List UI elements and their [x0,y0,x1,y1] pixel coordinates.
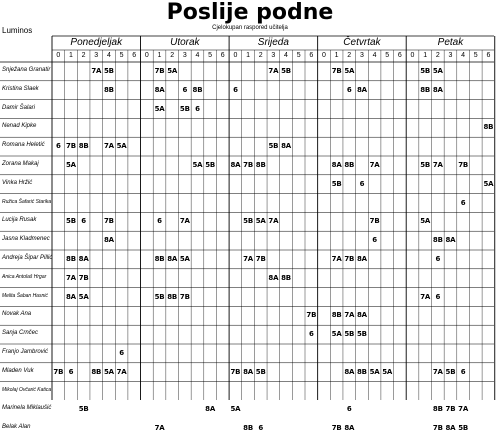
class-cell: 6 [119,349,124,357]
class-cell: 8B [281,273,291,282]
class-cell: 7A [91,67,102,75]
period-header: 4 [195,52,200,59]
class-cell: 6 [233,85,238,94]
period-header: 1 [246,52,251,59]
class-cell: 6 [435,292,441,301]
class-cell: 5B [78,405,89,414]
class-cell: 8B [104,85,114,94]
period-header: 3 [448,52,453,59]
teacher-name: Vinka Hržić [2,179,33,186]
period-header: 0 [322,52,326,59]
class-cell: 8A [356,255,367,263]
class-cell: 5B [281,67,291,75]
class-cell: 8B [432,405,443,414]
class-cell: 7A [243,255,254,263]
period-header: 3 [182,52,187,59]
class-cell: 5B [420,67,431,75]
teacher-name: Ružica Šafarić Starika [2,198,52,205]
class-cell: 8B [344,161,355,169]
period-header: 3 [271,52,276,59]
class-cell: 5B [268,142,279,151]
class-cell: 6 [157,217,162,226]
class-cell: 6 [460,198,466,207]
class-cell: 7B [306,311,317,320]
class-cell: 8A [331,161,342,169]
class-cell: 5A [420,217,431,226]
class-cell: 7A [432,367,443,376]
class-cell: 8A [432,85,443,94]
period-header: 4 [284,52,288,59]
teacher-name: Nenad Kipke [2,123,37,130]
period-header: 2 [347,52,352,59]
class-cell: 7B [331,67,342,75]
class-cell: 7B [154,67,165,75]
class-cell: 8B [154,255,165,263]
class-cell: 6 [55,142,61,151]
teacher-name: Snježana Granatir [2,67,51,73]
class-cell: 6 [308,330,314,339]
class-cell: 7A [103,142,114,151]
class-cell: 8A [281,142,291,151]
class-cell: 5A [167,67,178,75]
period-header: 0 [233,52,238,59]
class-cell: 7A [344,311,355,320]
class-cell: 7A [116,367,127,376]
class-cell: 5B [179,104,190,113]
period-header: 5 [473,52,478,59]
class-cell: 8B [331,311,342,320]
teacher-name: Mladen Vuk [2,367,34,374]
teacher-name: Damir Šalari [2,104,36,111]
class-cell: 7B [66,142,76,151]
class-cell: 7A [268,217,279,226]
teacher-name: Melita Šaban Hasnić [2,292,48,299]
period-header: 6 [220,52,225,59]
class-cell: 8B [192,85,203,94]
teacher-name: Andreja Šipar Pillić [2,255,53,261]
class-cell: 5B [66,217,76,226]
teacher-name: Zorana Makaj [2,161,39,167]
class-cell: 5A [154,104,165,113]
period-header: 2 [258,52,263,59]
period-header: 0 [144,52,149,59]
class-cell: 8A [356,311,367,320]
class-cell: 5B [445,367,456,376]
period-header: 4 [372,52,377,59]
class-cell: 7B [179,292,190,301]
class-cell: 5A [78,292,89,301]
teacher-name: Romana Heletić [2,142,45,149]
class-cell: 7A [179,217,190,226]
class-cell: 8B [255,161,266,169]
period-header: 5 [208,52,213,59]
teacher-name: Novak Ana [2,311,32,318]
period-header: 3 [359,52,364,59]
class-cell: 5B [255,367,266,376]
class-cell: 8A [445,424,456,433]
period-header: 0 [56,52,61,59]
class-cell: 7A [66,273,76,282]
class-cell: 8A [230,161,241,169]
class-cell: 6 [460,367,466,376]
class-cell: 5B [331,179,342,188]
teacher-name: Kristina Slaek [2,85,39,92]
class-cell: 8B [66,255,76,263]
class-cell: 7A [369,161,380,169]
class-cell: 7A [420,292,431,301]
class-cell: 7B [432,424,443,433]
class-cell: 5A [382,367,393,376]
class-cell: 6 [81,217,86,226]
teacher-name: Jasna Kladmenec [2,236,50,243]
period-header: 6 [397,52,402,59]
class-cell: 7B [230,367,241,376]
class-cell: 6 [359,179,365,188]
class-cell: 5B [420,161,431,169]
class-cell: 7A [154,424,165,433]
period-header: 1 [334,52,339,59]
class-cell: 8B [167,292,178,301]
class-cell: 5A [103,367,114,376]
period-header: 6 [309,52,314,59]
day-header: Ponedjeljak [70,37,123,48]
class-cell: 5A [66,161,76,169]
class-cell: 8A [78,255,89,263]
class-cell: 5B [154,292,165,301]
class-cell: 6 [195,104,200,113]
teacher-name: Lucija Rusak [2,217,37,224]
period-header: 6 [486,52,491,59]
period-header: 6 [132,52,137,59]
class-cell: 7B [255,255,266,263]
period-header: 3 [94,52,99,59]
class-cell: 8A [103,236,114,245]
period-header: 2 [81,52,86,59]
class-cell: 8A [167,255,178,263]
page-title: Poslije podne [166,0,334,25]
class-cell: 5A [432,67,443,75]
class-cell: 6 [258,424,264,433]
class-cell: 8A [205,405,216,414]
period-header: 5 [119,52,124,59]
class-cell: 5A [369,367,380,376]
class-cell: 7B [369,217,380,226]
class-cell: 5A [255,217,266,226]
day-header: Petak [437,37,464,48]
class-cell: 7A [432,161,443,169]
class-cell: 8B [483,123,494,132]
day-header: Četvrtak [343,37,381,48]
period-header: 0 [410,52,415,59]
class-cell: 7A [268,67,279,75]
period-header: 4 [461,52,466,59]
class-cell: 8B [357,367,367,376]
class-cell: 5A [331,330,342,339]
class-cell: 8B [78,142,89,151]
class-cell: 5B [357,330,367,339]
class-cell: 5A [179,255,190,263]
day-header: Srijeda [257,37,289,48]
period-header: 1 [423,52,428,59]
teacher-name: Belak Alan [2,424,31,431]
class-cell: 7B [78,273,89,282]
class-cell: 7B [53,367,64,376]
class-cell: 6 [372,236,377,245]
class-cell: 7B [104,217,114,226]
teacher-name: Franjo Jambrović [2,349,49,355]
class-cell: 6 [346,85,352,94]
teacher-name: Anica Antolaš Hrgar [2,273,47,280]
class-cell: 5B [243,217,253,226]
class-cell: 8A [344,367,355,376]
class-cell: 6 [346,405,352,414]
brand-label: Luminos [2,26,33,35]
teacher-name: Sanja Crnčec [2,330,39,337]
period-header: 1 [157,52,162,59]
class-cell: 8A [356,85,367,94]
class-cell: 8B [243,424,253,433]
class-cell: 7B [331,424,342,433]
class-cell: 5B [104,67,114,75]
class-cell: 7B [243,161,253,169]
class-cell: 5B [458,424,469,433]
period-header: 4 [106,52,111,59]
period-header: 1 [69,52,73,59]
class-cell: 5A [344,67,355,75]
class-cell: 8A [66,292,76,301]
class-cell: 5B [344,330,355,339]
class-cell: 8A [243,367,254,376]
period-header: 5 [385,52,390,59]
class-cell: 8A [268,273,279,282]
class-cell: 7B [344,255,355,263]
period-header: 5 [296,52,301,59]
teacher-name: Marinela Miklaušić [2,405,52,412]
class-cell: 8A [445,236,456,245]
teacher-name: Mikolaj Ovčarić Katica [2,386,52,393]
class-cell: 6 [435,255,441,263]
class-cell: 6 [68,367,74,376]
class-cell: 7A [331,255,342,263]
class-cell: 7B [458,161,469,169]
class-cell: 8B [432,236,443,245]
class-cell: 7B [445,405,456,414]
class-cell: 8B [420,85,431,94]
class-cell: 5B [205,161,216,169]
class-cell: 7A [458,405,469,414]
day-header: Utorak [170,37,200,48]
class-cell: 5A [116,142,127,151]
period-header: 2 [170,52,175,59]
class-cell: 8A [154,85,165,94]
class-cell: 8A [344,424,355,433]
class-cell: 5A [483,179,494,188]
period-header: 2 [435,52,440,59]
class-cell: 6 [182,85,188,94]
page-subtitle: Cjelokupan raspored učitelja [212,25,288,31]
class-cell: 5A [192,161,203,169]
class-cell: 5A [230,405,241,414]
class-cell: 8B [91,367,102,376]
